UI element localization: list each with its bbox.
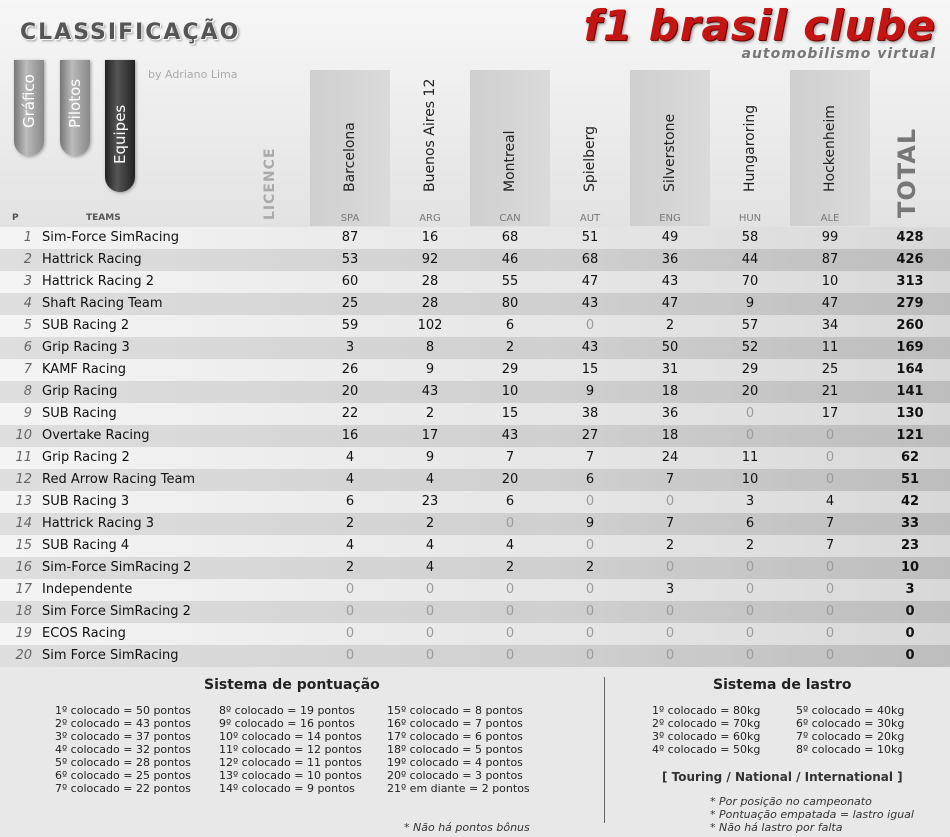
position-cell: 11 xyxy=(15,450,32,465)
total-cell: 130 xyxy=(896,406,924,421)
team-name-cell: Red Arrow Racing Team xyxy=(42,472,196,487)
list-item: 16º colocado = 7 pontos xyxy=(387,717,523,730)
list-item: 8º colocado = 19 pontos xyxy=(219,704,355,717)
list-item: 4º colocado = 32 pontos xyxy=(55,743,191,756)
points-cell: 9 xyxy=(745,296,755,311)
points-cell: 0 xyxy=(425,626,435,641)
list-item: 7º colocado = 22 pontos xyxy=(55,782,191,795)
track-column-header xyxy=(390,70,470,226)
points-cell: 2 xyxy=(425,406,435,421)
points-cell: 0 xyxy=(585,626,595,641)
track-country-code: SPA xyxy=(340,213,360,224)
points-cell: 28 xyxy=(421,274,439,289)
total-cell: 313 xyxy=(896,274,924,289)
track-name: Hungaroring xyxy=(742,104,758,192)
points-cell: 10 xyxy=(821,274,839,289)
track-country-code: ARG xyxy=(419,213,441,224)
total-cell: 10 xyxy=(900,560,920,575)
points-cell: 6 xyxy=(505,318,515,333)
points-cell: 16 xyxy=(421,230,439,245)
track-name: Silverstone xyxy=(662,113,678,192)
points-cell: 36 xyxy=(661,406,679,421)
team-name-cell: Sim Force SimRacing xyxy=(42,648,179,663)
tab-label: Pilotos xyxy=(66,78,84,128)
position-cell: 2 xyxy=(23,252,32,267)
track-name: Barcelona xyxy=(342,122,358,192)
points-cell: 92 xyxy=(421,252,439,267)
team-name-cell: Sim-Force SimRacing 2 xyxy=(42,560,192,575)
points-cell: 18 xyxy=(661,428,679,443)
track-name: Montreal xyxy=(502,130,518,192)
track-country-code: AUT xyxy=(579,213,601,224)
points-cell: 0 xyxy=(745,406,755,421)
list-item: 3º colocado = 37 pontos xyxy=(55,730,191,743)
points-cell: 9 xyxy=(425,450,435,465)
points-cell: 0 xyxy=(585,582,595,597)
ballast-list xyxy=(652,704,760,756)
table-row xyxy=(0,227,950,249)
table-row xyxy=(0,645,950,667)
team-name-cell: Hattrick Racing 2 xyxy=(42,274,155,289)
table-row xyxy=(0,315,950,337)
team-name-cell: Grip Racing 2 xyxy=(42,450,130,465)
list-item: 14º colocado = 9 pontos xyxy=(219,782,355,795)
points-cell: 49 xyxy=(661,230,679,245)
column-header-teams: TEAMS xyxy=(86,213,121,223)
points-cell: 0 xyxy=(585,648,595,663)
total-cell: 426 xyxy=(896,252,924,267)
list-item: * Pontuação empatada = lastro igual xyxy=(710,808,914,821)
points-cell: 57 xyxy=(741,318,759,333)
list-item: 3º colocado = 60kg xyxy=(652,730,761,743)
points-cell: 7 xyxy=(585,450,595,465)
points-cell: 99 xyxy=(821,230,839,245)
points-cell: 43 xyxy=(421,384,439,399)
table-row xyxy=(0,535,950,557)
points-cell: 20 xyxy=(341,384,359,399)
team-name-cell: Grip Racing 3 xyxy=(42,340,130,355)
site-logo[interactable] xyxy=(583,1,936,62)
list-item: 1º colocado = 50 pontos xyxy=(55,704,191,717)
author-byline: by Adriano Lima xyxy=(148,68,238,81)
position-cell: 1 xyxy=(23,230,32,245)
total-cell: 169 xyxy=(896,340,924,355)
points-cell: 0 xyxy=(345,604,355,619)
table-row xyxy=(0,425,950,447)
points-cell: 70 xyxy=(741,274,759,289)
points-cell: 53 xyxy=(341,252,359,267)
points-cell: 10 xyxy=(741,472,759,487)
points-cell: 50 xyxy=(661,340,679,355)
list-item: 7º colocado = 20kg xyxy=(796,730,905,743)
position-cell: 20 xyxy=(15,648,32,663)
points-cell: 47 xyxy=(821,296,839,311)
total-cell: 42 xyxy=(900,494,920,509)
position-cell: 14 xyxy=(15,516,32,531)
table-row xyxy=(0,601,950,623)
team-name-cell: Shaft Racing Team xyxy=(42,296,163,311)
points-cell: 25 xyxy=(341,296,359,311)
points-cell: 0 xyxy=(745,560,755,575)
team-name-cell: SUB Racing 2 xyxy=(42,318,130,333)
points-cell: 26 xyxy=(341,362,359,377)
points-cell: 7 xyxy=(825,538,835,553)
team-name-cell: KAMF Racing xyxy=(42,362,126,377)
points-cell: 87 xyxy=(821,252,839,267)
table-row xyxy=(0,403,950,425)
points-cell: 4 xyxy=(345,538,355,553)
points-cell: 29 xyxy=(741,362,759,377)
points-cell: 2 xyxy=(665,318,675,333)
team-name-cell: SUB Racing 4 xyxy=(42,538,130,553)
points-cell: 2 xyxy=(585,560,595,575)
points-cell: 4 xyxy=(425,538,435,553)
list-item: 18º colocado = 5 pontos xyxy=(387,743,523,756)
position-cell: 3 xyxy=(23,274,32,289)
total-cell: 51 xyxy=(900,472,920,487)
total-cell: 0 xyxy=(905,604,915,619)
points-cell: 7 xyxy=(825,516,835,531)
total-cell: 279 xyxy=(896,296,924,311)
position-cell: 5 xyxy=(23,318,32,333)
track-column-header xyxy=(630,70,710,226)
points-cell: 27 xyxy=(581,428,599,443)
list-item: 10º colocado = 14 pontos xyxy=(219,730,362,743)
points-cell: 2 xyxy=(505,340,515,355)
points-cell: 0 xyxy=(825,604,835,619)
list-item: 5º colocado = 28 pontos xyxy=(55,756,191,769)
list-item: * Não há lastro por falta xyxy=(710,821,843,834)
points-cell: 4 xyxy=(505,538,515,553)
points-cell: 0 xyxy=(505,648,515,663)
total-cell: 260 xyxy=(896,318,924,333)
points-cell: 51 xyxy=(581,230,599,245)
tab-equipes[interactable] xyxy=(105,60,135,192)
table-row xyxy=(0,579,950,601)
points-cell: 20 xyxy=(741,384,759,399)
points-cell: 15 xyxy=(581,362,599,377)
team-name-cell: Sim-Force SimRacing xyxy=(42,230,180,245)
table-row xyxy=(0,359,950,381)
position-cell: 4 xyxy=(23,296,32,311)
total-cell: 33 xyxy=(900,516,920,531)
points-cell: 11 xyxy=(741,450,759,465)
list-item: 13º colocado = 10 pontos xyxy=(219,769,362,782)
list-item: 2º colocado = 43 pontos xyxy=(55,717,191,730)
points-note: * Não há pontos bônus xyxy=(404,821,530,834)
points-cell: 18 xyxy=(661,384,679,399)
points-cell: 43 xyxy=(661,274,679,289)
table-row xyxy=(0,249,950,271)
points-cell: 60 xyxy=(341,274,359,289)
points-cell: 0 xyxy=(425,648,435,663)
points-cell: 47 xyxy=(581,274,599,289)
total-cell: 62 xyxy=(900,450,920,465)
points-cell: 3 xyxy=(665,582,675,597)
list-item: 2º colocado = 70kg xyxy=(652,717,761,730)
points-cell: 36 xyxy=(661,252,679,267)
track-column-header xyxy=(710,70,790,226)
divider xyxy=(604,677,605,823)
total-cell: 0 xyxy=(905,626,915,641)
tab-label: Gráfico xyxy=(20,74,38,128)
points-cell: 6 xyxy=(585,472,595,487)
track-country-code: HUN xyxy=(738,213,762,224)
points-cell: 47 xyxy=(661,296,679,311)
points-cell: 0 xyxy=(425,604,435,619)
track-country-code: CAN xyxy=(499,213,521,224)
list-item: 1º colocado = 80kg xyxy=(652,704,761,717)
points-cell: 43 xyxy=(581,340,599,355)
points-cell: 0 xyxy=(745,428,755,443)
total-cell: 23 xyxy=(900,538,920,553)
points-cell: 0 xyxy=(825,648,835,663)
points-cell: 0 xyxy=(745,648,755,663)
points-cell: 59 xyxy=(341,318,359,333)
list-item: 4º colocado = 50kg xyxy=(652,743,761,756)
points-cell: 0 xyxy=(745,582,755,597)
points-cell: 0 xyxy=(585,604,595,619)
points-cell: 52 xyxy=(741,340,759,355)
points-cell: 8 xyxy=(425,340,435,355)
points-cell: 4 xyxy=(425,560,435,575)
points-cell: 0 xyxy=(665,626,675,641)
points-cell: 46 xyxy=(501,252,519,267)
points-cell: 68 xyxy=(581,252,599,267)
points-cell: 0 xyxy=(425,582,435,597)
points-cell: 0 xyxy=(825,626,835,641)
points-cell: 4 xyxy=(345,472,355,487)
points-cell: 80 xyxy=(501,296,519,311)
points-cell: 6 xyxy=(745,516,755,531)
page-title: CLASSIFICAÇÃO xyxy=(20,20,241,45)
table-row xyxy=(0,447,950,469)
list-item: 9º colocado = 16 pontos xyxy=(219,717,355,730)
points-cell: 17 xyxy=(421,428,439,443)
list-item: 17º colocado = 6 pontos xyxy=(387,730,523,743)
points-cell: 4 xyxy=(425,472,435,487)
position-cell: 18 xyxy=(15,604,32,619)
tab-grafico[interactable] xyxy=(14,60,44,156)
points-cell: 9 xyxy=(425,362,435,377)
points-cell: 24 xyxy=(661,450,679,465)
position-cell: 10 xyxy=(15,428,32,443)
track-country-code: ENG xyxy=(659,213,681,224)
points-cell: 15 xyxy=(501,406,519,421)
points-cell: 0 xyxy=(505,604,515,619)
table-row xyxy=(0,469,950,491)
points-cell: 11 xyxy=(821,340,839,355)
points-cell: 0 xyxy=(825,560,835,575)
points-cell: 44 xyxy=(741,252,759,267)
points-cell: 34 xyxy=(821,318,839,333)
total-cell: 141 xyxy=(896,384,924,399)
list-item: 21º em diante = 2 pontos xyxy=(387,782,530,795)
points-cell: 68 xyxy=(501,230,519,245)
track-column-header xyxy=(790,70,870,226)
points-cell: 43 xyxy=(501,428,519,443)
track-column-header xyxy=(470,70,550,226)
points-cell: 87 xyxy=(341,230,359,245)
points-cell: 22 xyxy=(341,406,359,421)
position-cell: 16 xyxy=(15,560,32,575)
points-cell: 58 xyxy=(741,230,759,245)
table-row xyxy=(0,623,950,645)
points-list xyxy=(387,704,530,795)
points-cell: 0 xyxy=(665,648,675,663)
points-cell: 0 xyxy=(825,472,835,487)
track-country-code: ALE xyxy=(820,213,840,224)
table-row xyxy=(0,513,950,535)
points-cell: 0 xyxy=(345,626,355,641)
logo-tagline: automobilismo virtual xyxy=(741,46,936,62)
list-item: * Por posição no campeonato xyxy=(710,795,872,808)
track-name: Hockenheim xyxy=(822,105,838,192)
points-list xyxy=(55,704,191,795)
team-name-cell: Independente xyxy=(42,582,133,597)
points-cell: 0 xyxy=(745,604,755,619)
points-cell: 28 xyxy=(421,296,439,311)
team-name-cell: SUB Racing 3 xyxy=(42,494,130,509)
ballast-system-title: Sistema de lastro xyxy=(713,677,852,693)
ballast-list xyxy=(796,704,904,756)
points-cell: 6 xyxy=(345,494,355,509)
list-item: 15º colocado = 8 pontos xyxy=(387,704,523,717)
points-cell: 0 xyxy=(585,538,595,553)
points-cell: 23 xyxy=(421,494,439,509)
team-name-cell: SUB Racing xyxy=(42,406,117,421)
track-name: Spielberg xyxy=(582,125,598,192)
list-item: 11º colocado = 12 pontos xyxy=(219,743,362,756)
track-name: Buenos Aires 12 xyxy=(422,78,438,192)
tab-pilotos[interactable] xyxy=(60,60,90,156)
points-cell: 16 xyxy=(341,428,359,443)
points-cell: 3 xyxy=(745,494,755,509)
points-cell: 0 xyxy=(505,582,515,597)
points-cell: 20 xyxy=(501,472,519,487)
points-cell: 7 xyxy=(665,516,675,531)
points-cell: 2 xyxy=(665,538,675,553)
total-cell: 164 xyxy=(896,362,924,377)
list-item: 6º colocado = 25 pontos xyxy=(55,769,191,782)
column-header-total: TOTAL xyxy=(893,127,921,218)
points-cell: 6 xyxy=(505,494,515,509)
points-cell: 0 xyxy=(345,582,355,597)
points-cell: 0 xyxy=(665,560,675,575)
points-cell: 25 xyxy=(821,362,839,377)
points-cell: 43 xyxy=(581,296,599,311)
points-cell: 2 xyxy=(425,516,435,531)
team-name-cell: Hattrick Racing 3 xyxy=(42,516,155,531)
points-cell: 17 xyxy=(821,406,839,421)
position-cell: 8 xyxy=(23,384,32,399)
team-name-cell: ECOS Racing xyxy=(42,626,126,641)
position-cell: 19 xyxy=(15,626,32,641)
table-row xyxy=(0,381,950,403)
points-cell: 2 xyxy=(345,560,355,575)
position-cell: 7 xyxy=(23,362,32,377)
list-item: 5º colocado = 40kg xyxy=(796,704,905,717)
table-row xyxy=(0,491,950,513)
points-cell: 55 xyxy=(501,274,519,289)
points-cell: 0 xyxy=(585,318,595,333)
team-name-cell: Grip Racing xyxy=(42,384,118,399)
points-cell: 2 xyxy=(345,516,355,531)
team-name-cell: Overtake Racing xyxy=(42,428,150,443)
list-item: 19º colocado = 4 pontos xyxy=(387,756,523,769)
list-item: 8º colocado = 10kg xyxy=(796,743,905,756)
position-cell: 13 xyxy=(15,494,32,509)
track-column-header xyxy=(550,70,630,226)
ballast-categories: [ Touring / National / International ] xyxy=(662,770,903,784)
tab-label: Equipes xyxy=(111,104,129,164)
table-row xyxy=(0,337,950,359)
table-row xyxy=(0,271,950,293)
points-cell: 4 xyxy=(825,494,835,509)
total-cell: 3 xyxy=(905,582,915,597)
points-cell: 3 xyxy=(345,340,355,355)
table-row xyxy=(0,293,950,315)
points-cell: 7 xyxy=(505,450,515,465)
total-cell: 0 xyxy=(905,648,915,663)
position-cell: 9 xyxy=(23,406,32,421)
points-cell: 4 xyxy=(345,450,355,465)
points-cell: 2 xyxy=(745,538,755,553)
column-header-position: P xyxy=(12,213,19,223)
list-item: 20º colocado = 3 pontos xyxy=(387,769,523,782)
points-cell: 7 xyxy=(665,472,675,487)
points-cell: 0 xyxy=(665,494,675,509)
position-cell: 17 xyxy=(15,582,32,597)
total-cell: 428 xyxy=(896,230,924,245)
team-name-cell: Hattrick Racing xyxy=(42,252,142,267)
points-cell: 0 xyxy=(825,582,835,597)
points-cell: 0 xyxy=(665,604,675,619)
points-cell: 0 xyxy=(585,494,595,509)
points-cell: 38 xyxy=(581,406,599,421)
points-cell: 9 xyxy=(585,516,595,531)
points-system-title: Sistema de pontuação xyxy=(204,677,380,693)
points-cell: 9 xyxy=(585,384,595,399)
total-cell: 121 xyxy=(896,428,924,443)
points-cell: 0 xyxy=(745,626,755,641)
points-cell: 0 xyxy=(345,648,355,663)
points-cell: 0 xyxy=(825,450,835,465)
points-cell: 0 xyxy=(505,516,515,531)
list-item: 12º colocado = 11 pontos xyxy=(219,756,362,769)
position-cell: 15 xyxy=(15,538,32,553)
position-cell: 6 xyxy=(23,340,32,355)
team-name-cell: Sim Force SimRacing 2 xyxy=(42,604,191,619)
list-item: 6º colocado = 30kg xyxy=(796,717,905,730)
logo-text: f1 brasil clube xyxy=(583,1,936,50)
points-cell: 102 xyxy=(417,318,443,333)
column-header-licence: LICENCE xyxy=(262,147,278,220)
points-cell: 31 xyxy=(661,362,679,377)
track-column-header xyxy=(310,70,390,226)
table-row xyxy=(0,557,950,579)
points-cell: 29 xyxy=(501,362,519,377)
points-cell: 2 xyxy=(505,560,515,575)
points-cell: 21 xyxy=(821,384,839,399)
points-list xyxy=(219,704,362,795)
points-cell: 0 xyxy=(825,428,835,443)
points-cell: 0 xyxy=(505,626,515,641)
points-cell: 10 xyxy=(501,384,519,399)
position-cell: 12 xyxy=(15,472,32,487)
ballast-notes xyxy=(710,795,914,834)
